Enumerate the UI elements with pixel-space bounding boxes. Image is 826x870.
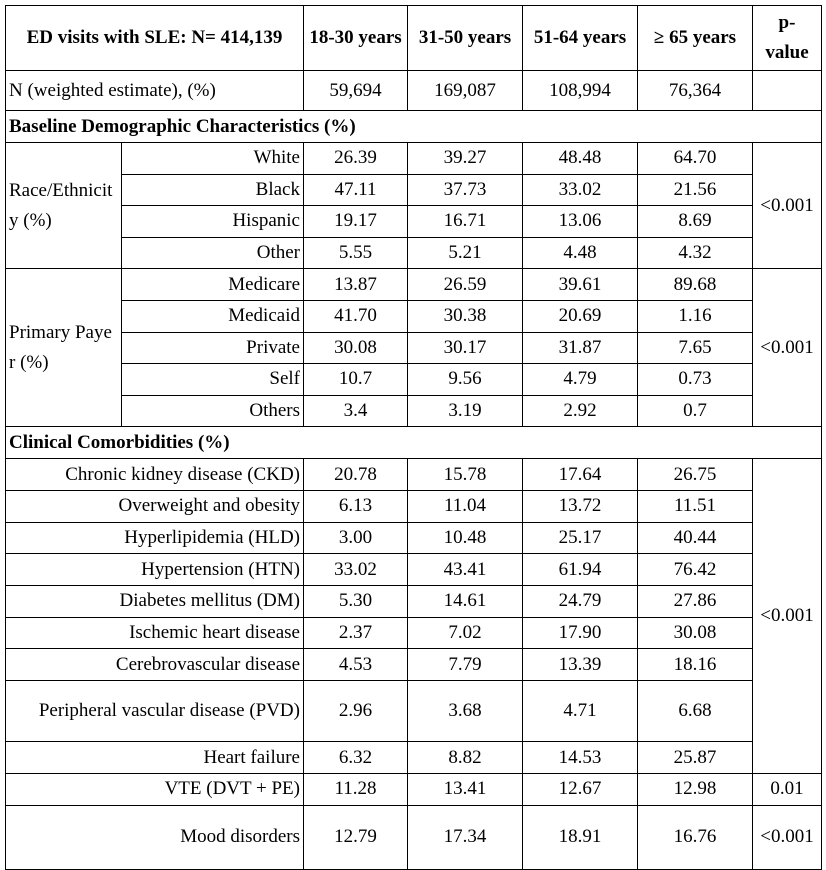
value-cell: 76,364 [638, 71, 753, 111]
row-label: Ischemic heart disease [6, 617, 304, 649]
race-row [6, 174, 822, 206]
value-cell: 7.79 [408, 649, 523, 681]
value-cell: 59,694 [304, 71, 408, 111]
col-p-value: p-value [753, 6, 822, 71]
value-cell: 27.86 [638, 586, 753, 618]
value-cell: 26.39 [304, 143, 408, 175]
value-cell: 3.19 [408, 395, 523, 427]
value-cell: 26.59 [408, 269, 523, 301]
value-cell: 14.61 [408, 586, 523, 618]
value-cell: 33.02 [523, 174, 638, 206]
value-cell: 33.02 [304, 554, 408, 586]
value-cell: 4.53 [304, 649, 408, 681]
race-row [6, 206, 822, 238]
value-cell: 40.44 [638, 522, 753, 554]
value-cell: 13.72 [523, 491, 638, 523]
value-cell: 17.64 [523, 459, 638, 491]
value-cell: 76.42 [638, 554, 753, 586]
value-cell: 17.34 [408, 805, 523, 869]
p-value-cell: 0.01 [753, 773, 822, 805]
value-cell: 5.30 [304, 586, 408, 618]
col-65-plus: ≥ 65 years [638, 6, 753, 71]
row-label: Medicaid [122, 300, 304, 332]
header-row [6, 6, 822, 71]
mood-row [6, 805, 822, 869]
row-label: Private [122, 332, 304, 364]
value-cell: 13.41 [408, 773, 523, 805]
comorbidity-row [6, 554, 822, 586]
payer-row [6, 269, 822, 301]
value-cell: 39.61 [523, 269, 638, 301]
vte-row [6, 773, 822, 805]
value-cell: 4.71 [523, 681, 638, 742]
value-cell: 25.87 [638, 742, 753, 774]
payer-row [6, 332, 822, 364]
value-cell: 8.69 [638, 206, 753, 238]
value-cell: 30.17 [408, 332, 523, 364]
value-cell: 2.96 [304, 681, 408, 742]
value-cell: 47.11 [304, 174, 408, 206]
value-cell: 41.70 [304, 300, 408, 332]
sle-age-table [5, 5, 822, 870]
value-cell: 18.16 [638, 649, 753, 681]
value-cell: 13.06 [523, 206, 638, 238]
value-cell: 4.48 [523, 237, 638, 269]
value-cell: 12.67 [523, 773, 638, 805]
race-row [6, 143, 822, 175]
value-cell: 6.32 [304, 742, 408, 774]
value-cell: 12.98 [638, 773, 753, 805]
value-cell: 108,994 [523, 71, 638, 111]
n-row [6, 71, 822, 111]
row-label: Hispanic [122, 206, 304, 238]
row-label: Mood disorders [6, 805, 304, 869]
value-cell: 4.32 [638, 237, 753, 269]
value-cell: 0.73 [638, 364, 753, 396]
value-cell: 16.71 [408, 206, 523, 238]
row-label: Hypertension (HTN) [6, 554, 304, 586]
col-51-64: 51-64 years [523, 6, 638, 71]
value-cell: 3.00 [304, 522, 408, 554]
row-label: Overweight and obesity [6, 491, 304, 523]
value-cell: 31.87 [523, 332, 638, 364]
comorbidity-row [6, 681, 822, 742]
group-label: Race/Ethnicity (%) [6, 143, 122, 269]
value-cell: 6.13 [304, 491, 408, 523]
value-cell: 6.68 [638, 681, 753, 742]
value-cell: 19.17 [304, 206, 408, 238]
row-label: Self [122, 364, 304, 396]
value-cell: 20.78 [304, 459, 408, 491]
comorbidity-row [6, 742, 822, 774]
value-cell: 13.87 [304, 269, 408, 301]
payer-row [6, 364, 822, 396]
value-cell: 8.82 [408, 742, 523, 774]
value-cell: 11.51 [638, 491, 753, 523]
p-value-cell: <0.001 [753, 143, 822, 269]
value-cell: 3.68 [408, 681, 523, 742]
value-cell: 25.17 [523, 522, 638, 554]
section-baseline: Baseline Demographic Characteristics (%) [6, 111, 822, 143]
row-label: VTE (DVT + PE) [6, 773, 304, 805]
col-31-50: 31-50 years [408, 6, 523, 71]
payer-row [6, 395, 822, 427]
p-value-cell: <0.001 [753, 805, 822, 869]
value-cell: 64.70 [638, 143, 753, 175]
value-cell: 2.37 [304, 617, 408, 649]
value-cell: 7.02 [408, 617, 523, 649]
value-cell: 30.08 [638, 617, 753, 649]
value-cell: 18.91 [523, 805, 638, 869]
value-cell: 10.48 [408, 522, 523, 554]
value-cell: 9.56 [408, 364, 523, 396]
comorbidity-row [6, 586, 822, 618]
value-cell: 11.28 [304, 773, 408, 805]
row-label: Black [122, 174, 304, 206]
value-cell: 4.79 [523, 364, 638, 396]
race-row [6, 237, 822, 269]
row-label: Others [122, 395, 304, 427]
p-value-cell: <0.001 [753, 459, 822, 774]
row-label: Peripheral vascular disease (PVD) [6, 681, 304, 742]
value-cell: 17.90 [523, 617, 638, 649]
row-label: Chronic kidney disease (CKD) [6, 459, 304, 491]
group-label: Primary Payer (%) [6, 269, 122, 427]
value-cell: 20.69 [523, 300, 638, 332]
value-cell: 61.94 [523, 554, 638, 586]
value-cell: 5.55 [304, 237, 408, 269]
row-label: Other [122, 237, 304, 269]
table-title: ED visits with SLE: N= 414,139 [6, 6, 304, 71]
value-cell: 21.56 [638, 174, 753, 206]
value-cell: 0.7 [638, 395, 753, 427]
value-cell: 37.73 [408, 174, 523, 206]
value-cell: 10.7 [304, 364, 408, 396]
p-value-cell [753, 71, 822, 111]
value-cell: 30.08 [304, 332, 408, 364]
value-cell: 1.16 [638, 300, 753, 332]
value-cell: 14.53 [523, 742, 638, 774]
comorbidity-row [6, 522, 822, 554]
row-label: Hyperlipidemia (HLD) [6, 522, 304, 554]
value-cell: 2.92 [523, 395, 638, 427]
payer-row [6, 300, 822, 332]
comorbidity-row [6, 617, 822, 649]
value-cell: 16.76 [638, 805, 753, 869]
value-cell: 12.79 [304, 805, 408, 869]
row-label: White [122, 143, 304, 175]
value-cell: 7.65 [638, 332, 753, 364]
value-cell: 15.78 [408, 459, 523, 491]
row-label: Cerebrovascular disease [6, 649, 304, 681]
value-cell: 13.39 [523, 649, 638, 681]
value-cell: 89.68 [638, 269, 753, 301]
row-label: Medicare [122, 269, 304, 301]
value-cell: 169,087 [408, 71, 523, 111]
row-label: Heart failure [6, 742, 304, 774]
comorbidity-row [6, 459, 822, 491]
section-clinical: Clinical Comorbidities (%) [6, 427, 822, 459]
comorbidity-row [6, 491, 822, 523]
value-cell: 48.48 [523, 143, 638, 175]
value-cell: 24.79 [523, 586, 638, 618]
value-cell: 39.27 [408, 143, 523, 175]
value-cell: 11.04 [408, 491, 523, 523]
section-row [6, 427, 822, 459]
comorbidity-row [6, 649, 822, 681]
value-cell: 26.75 [638, 459, 753, 491]
section-row [6, 111, 822, 143]
col-18-30: 18-30 years [304, 6, 408, 71]
row-label: Diabetes mellitus (DM) [6, 586, 304, 618]
value-cell: 5.21 [408, 237, 523, 269]
n-row-label: N (weighted estimate), (%) [6, 71, 304, 111]
value-cell: 43.41 [408, 554, 523, 586]
p-value-cell: <0.001 [753, 269, 822, 427]
value-cell: 3.4 [304, 395, 408, 427]
value-cell: 30.38 [408, 300, 523, 332]
